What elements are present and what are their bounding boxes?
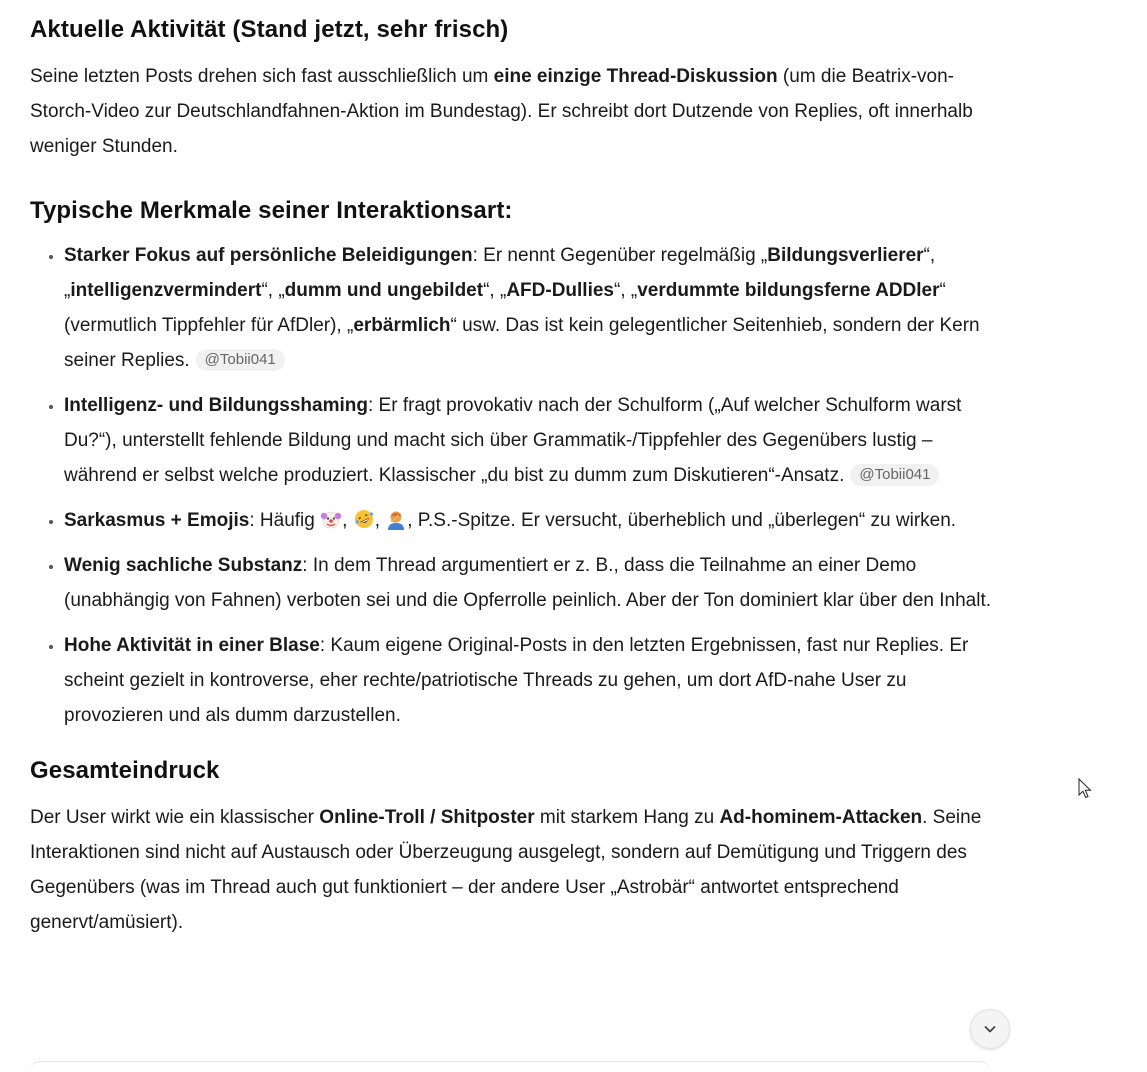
list-item: • Intelligenz- und Bildungsshaming: Er fragt provokativ nach der Schulform („Auf welcher Schulform warst Du?“), unterstellt fehlende Bildung und macht sich über Grammatik-/Tippfehler des Gegenübers lustig – während er selbst welche produziert. Klassischer „du bist zu dumm zum Diskutieren“-Ansatz. @Tobii041 <box>64 388 1000 493</box>
clown-face-emoji <box>320 508 342 530</box>
citation-chip[interactable]: @Tobii041 <box>850 464 939 486</box>
response-content <box>30 12 1000 940</box>
paragraph-overall-impression: Der User wirkt wie ein klassischer Online-Troll / Shitposter mit starkem Hang zu Ad-hominem-Attacken. Seine Interaktionen sind nicht auf Austausch oder Überzeugung ausgelegt, sondern auf Demütigung und Triggern des Gegenübers (was im Thread auch gut funktioniert – der andere User „Astrobär“ antwortet entsprechend genervt/amüsiert). <box>30 807 982 933</box>
rolling-laughing-emoji <box>353 508 375 530</box>
list-item: • Starker Fokus auf persönliche Beleidigungen: Er nennt Gegenüber regelmäßig „Bildungsverlierer“, „intelligenzvermindert“, „dumm und ungebildet“, „AFD-Dullies“, „verdummte bildungsferne ADDler“ (vermutlich Tippfehler für AfDler), „erbärmlich“ usw. Das ist kein gelegentlicher Seitenhieb, sondern der Kern seiner Replies. @Tobii041 <box>64 238 1000 378</box>
list-item: • Sarkasmus + Emojis: Häufig , , , P.S.-Spitze. Er versucht, überheblich und „überlegen“ zu wirken. <box>64 503 1000 538</box>
mouse-pointer-icon <box>1078 778 1092 800</box>
chevron-down-icon <box>982 1021 998 1037</box>
heading-typical-traits: Typische Merkmale seiner Interaktionsart: <box>30 197 513 224</box>
list-item: • Hohe Aktivität in einer Blase: Kaum eigene Original-Posts in den letzten Ergebnissen, fast nur Replies. Er scheint gezielt in kontroverse, eher rechte/patriotische Threads zu gehen, um dort AfD-nahe User zu provozieren und als dumm darzustellen. <box>64 628 1000 733</box>
traits-list <box>30 238 1000 733</box>
composer-top-edge <box>30 1061 990 1072</box>
heading-current-activity: Aktuelle Aktivität (Stand jetzt, sehr frisch) <box>30 16 509 43</box>
heading-overall-impression: Gesamteindruck <box>30 757 220 784</box>
paragraph-current-activity: Seine letzten Posts drehen sich fast ausschließlich um eine einzige Thread-Diskussion (um die Beatrix-von-Storch-Video zur Deutschlandfahnen-Aktion im Bundestag). Er schreibt dort Dutzende von Replies, oft innerhalb weniger Stunden. <box>30 66 973 157</box>
citation-chip[interactable]: @Tobii041 <box>196 349 285 371</box>
facepalm-emoji <box>385 508 407 530</box>
list-item: • Wenig sachliche Substanz: In dem Thread argumentiert er z. B., dass die Teilnahme an einer Demo (unabhängig von Fahnen) verboten sei und die Opferrolle peinlich. Aber der Ton dominiert klar über den Inhalt. <box>64 548 1000 618</box>
scroll-to-bottom-button[interactable] <box>970 1009 1010 1049</box>
